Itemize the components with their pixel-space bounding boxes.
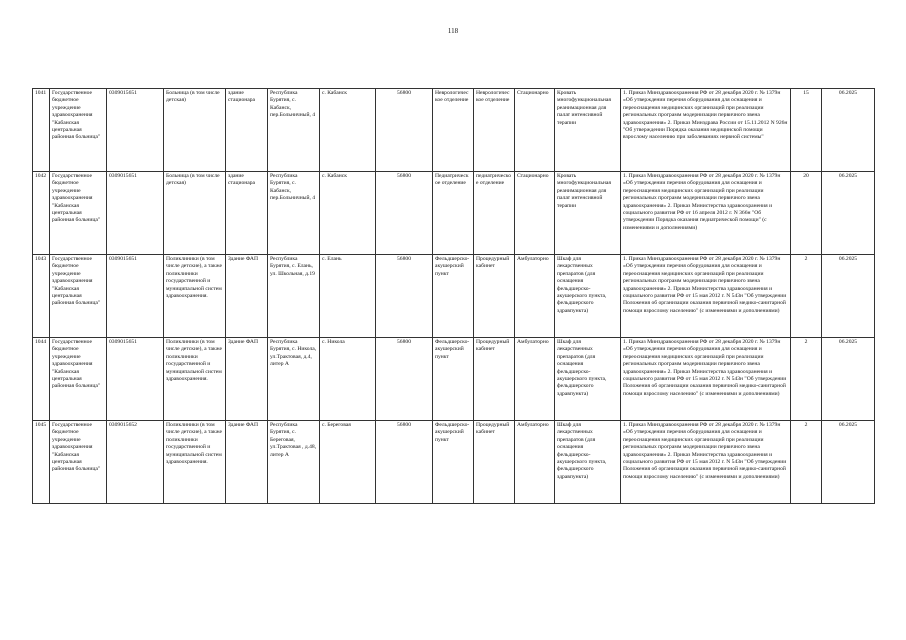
cell-legal-basis: 1. Приказ Минздравоохранения РФ от 28 декабря 2020 г. № 1379н «Об утверждении перечня оборудования для оснащения и переоснащения медицинских организаций при реализации региональных программ модернизации первичного звена здравоохранения» 2. Приказ Минздрава России от 15.11.2012 N 926н "Об утверждении Порядка оказания медицинской помощи взрослому населению при заболеваниях нервной системы" <box>621 89 791 172</box>
cell-code: 56800 <box>376 421 433 504</box>
cell-department: Педиатрическое отделение <box>433 172 474 255</box>
cell-organization: Государственное бюджетное учреждение здравоохранения "Кабанская центральная районная больница" <box>50 172 107 255</box>
cell-legal-basis: 1. Приказ Минздравоохранения РФ от 28 декабря 2020 г. № 1379н «Об утверждении перечня оборудования для оснащения и переоснащения медицинских организаций при реализации региональных программ модернизации первичного звена здравоохранения» 2. Приказ Министерства здравоохранения и социального развития РФ от 15 мая 2012 г. N 543н "Об утверждении Положения об организации оказания первичной медико-санитарной помощи взрослому населению" (с изменениями и дополнениями) <box>621 255 791 338</box>
cell-unit: Процедурный кабинет <box>474 421 515 504</box>
cell-date: 06.2025 <box>822 421 875 504</box>
cell-settlement: с. Береговая <box>320 421 376 504</box>
cell-legal-basis: 1. Приказ Минздравоохранения РФ от 28 декабря 2020 г. № 1379н «Об утверждении перечня оборудования для оснащения и переоснащения медицинских организаций при реализации региональных программ модернизации первичного звена здравоохранения» 2. Приказ Министерства здравоохранения и социального развития РФ от 15 мая 2012 г. N 543н "Об утверждении Положения об организации оказания первичной медико-санитарной помощи взрослому населению" (с изменениями и дополнениями) <box>621 338 791 421</box>
cell-settlement: с. Никола <box>320 338 376 421</box>
cell-facility-type: Поликлиники (в том числе детские), а также поликлиники государственной и муниципальной систем здравоохранения. <box>164 421 226 504</box>
cell-number: 1045 <box>33 421 50 504</box>
cell-date: 06.2025 <box>822 172 875 255</box>
cell-code: 56800 <box>376 172 433 255</box>
cell-building: здание стационара <box>226 89 268 172</box>
cell-code: 56800 <box>376 89 433 172</box>
cell-care-type: Стационарно <box>515 89 555 172</box>
cell-code: 56800 <box>376 338 433 421</box>
cell-care-type: Амбулаторно <box>515 338 555 421</box>
cell-department: Неврологическое отделение <box>433 89 474 172</box>
cell-number: 1044 <box>33 338 50 421</box>
cell-equipment: Кровать многофункциональная реанимационная для палат интенсивной терапии <box>555 89 621 172</box>
cell-number: 1042 <box>33 172 50 255</box>
cell-legal-basis: 1. Приказ Минздравоохранения РФ от 28 декабря 2020 г. № 1379н «Об утверждении перечня оборудования для оснащения и переоснащения медицинских организаций при реализации региональных программ модернизации первичного звена здравоохранения» 2. Приказ Министерства здравоохранения и социального развития РФ от 16 апреля 2012 г. N 366н "Об утверждении Порядка оказания педиатрической помощи" (с изменениями и дополнениями) <box>621 172 791 255</box>
cell-unit: Процедурный кабинет <box>474 255 515 338</box>
cell-organization: Государственное бюджетное учреждение здравоохранения "Кабанская центральная районная больница" <box>50 89 107 172</box>
cell-address: Республика Бурятия, с. Кабанск, пер.Больничный, 4 <box>268 172 320 255</box>
cell-equipment: Шкаф для лекарственных препаратов (для оснащения фельдшерско-акушерского пункта, фельдшерского здравпункта) <box>555 255 621 338</box>
cell-inn: 0309015652 <box>107 421 164 504</box>
cell-organization: Государственное бюджетное учреждение здравоохранения "Кабанская центральная районная больница" <box>50 421 107 504</box>
cell-facility-type: Больница (в том числе детская) <box>164 89 226 172</box>
cell-address: Республика Бурятия, с. Елань, ул. Школьная, д.19 <box>268 255 320 338</box>
cell-legal-basis: 1. Приказ Минздравоохранения РФ от 28 декабря 2020 г. № 1379н «Об утверждении перечня оборудования для оснащения и переоснащения медицинских организаций при реализации региональных программ модернизации первичного звена здравоохранения» 2. Приказ Министерства здравоохранения и социального развития РФ от 15 мая 2012 г. N 543н "Об утверждении Положения об организации оказания первичной медико-санитарной помощи взрослому населению" (с изменениями и дополнениями) <box>621 421 791 504</box>
table-row <box>33 172 875 255</box>
cell-organization: Государственное бюджетное учреждение здравоохранения "Кабанская центральная районная больница" <box>50 255 107 338</box>
cell-settlement: с. Кабанск <box>320 89 376 172</box>
cell-equipment: Шкаф для лекарственных препаратов (для оснащения фельдшерско-акушерского пункта, фельдшерского здравпункта) <box>555 338 621 421</box>
cell-care-type: Амбулаторно <box>515 421 555 504</box>
cell-number: 1041 <box>33 89 50 172</box>
cell-facility-type: Больница (в том числе детская) <box>164 172 226 255</box>
table-row <box>33 421 875 504</box>
cell-address: Республика Бурятия, с. Кабанск, пер.Больничный, 4 <box>268 89 320 172</box>
table-row <box>33 89 875 172</box>
cell-unit: Неврологическое отделение <box>474 89 515 172</box>
cell-quantity: 15 <box>791 89 822 172</box>
cell-equipment: Шкаф для лекарственных препаратов (для оснащения фельдшерско-акушерского пункта, фельдшерского здравпункта) <box>555 421 621 504</box>
cell-department: Фельдшерско-акушерский пункт <box>433 338 474 421</box>
cell-building: здание стационара <box>226 172 268 255</box>
cell-date: 06.2025 <box>822 89 875 172</box>
cell-unit: педиатрическое отделение <box>474 172 515 255</box>
cell-unit: Процедурный кабинет <box>474 338 515 421</box>
cell-quantity: 20 <box>791 172 822 255</box>
cell-department: Фельдшерско-акушерский пункт <box>433 255 474 338</box>
cell-building: Здание ФАП <box>226 255 268 338</box>
cell-quantity: 2 <box>791 338 822 421</box>
cell-date: 06.2025 <box>822 338 875 421</box>
cell-quantity: 2 <box>791 421 822 504</box>
table-row <box>33 255 875 338</box>
cell-care-type: Амбулаторно <box>515 255 555 338</box>
cell-inn: 0309015651 <box>107 338 164 421</box>
cell-quantity: 2 <box>791 255 822 338</box>
cell-department: Фельдшерско-акушерский пункт <box>433 421 474 504</box>
cell-code: 56800 <box>376 255 433 338</box>
cell-address: Республика Бурятия, с. Береговая, ул.Трактовая , д.48, литер А <box>268 421 320 504</box>
cell-settlement: с. Кабанск <box>320 172 376 255</box>
equipment-table <box>32 88 875 504</box>
cell-building: Здание ФАП <box>226 338 268 421</box>
cell-facility-type: Поликлиники (в том числе детские), а также поликлиники государственной и муниципальной систем здравоохранения. <box>164 338 226 421</box>
cell-care-type: Стационарно <box>515 172 555 255</box>
cell-date: 06.2025 <box>822 255 875 338</box>
cell-equipment: Кровать многофункциональная реанимационная для палат интенсивной терапии <box>555 172 621 255</box>
cell-number: 1043 <box>33 255 50 338</box>
cell-inn: 0309015651 <box>107 172 164 255</box>
cell-inn: 0309015651 <box>107 89 164 172</box>
page-number: 118 <box>447 27 459 35</box>
table-row <box>33 338 875 421</box>
cell-settlement: с. Елань <box>320 255 376 338</box>
cell-inn: 0309015651 <box>107 255 164 338</box>
cell-building: Здание ФАП <box>226 421 268 504</box>
cell-facility-type: Поликлиники (в том числе детские), а также поликлиники государственной и муниципальной систем здравоохранения. <box>164 255 226 338</box>
cell-organization: Государственное бюджетное учреждение здравоохранения "Кабанская центральная районная больница" <box>50 338 107 421</box>
cell-address: Республика Бурятия, с. Никола, ул.Трактовая, д.4, литер А <box>268 338 320 421</box>
